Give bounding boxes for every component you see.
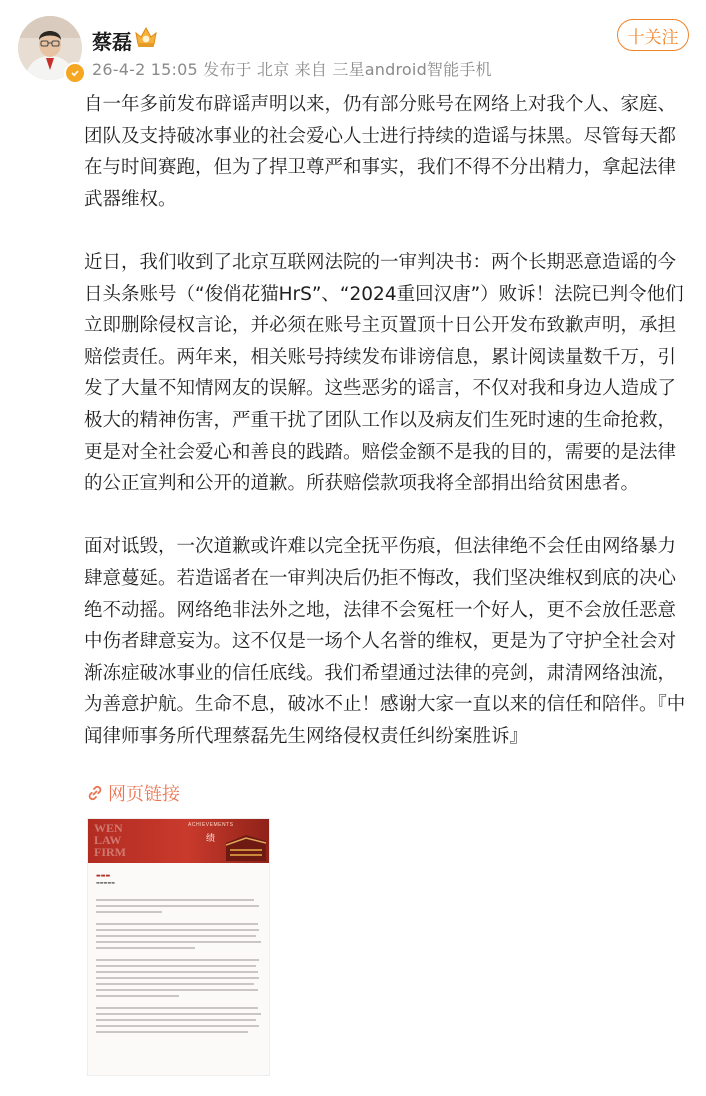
doc-heading-placeholder: ▬▬▬ [96,873,111,879]
fan-badge-icon[interactable] [133,25,159,49]
doc-text-lines [96,899,261,1037]
post-paragraph: 面对诋毁，一次道歉或许难以完全抚平伤痕，但法律绝不会任由网络暴力肆意蔓延。若造谣者在一审判决后仍拒不悔改，我们坚决维权到底的决心绝不动摇。网络绝非法外之地，法律不会冤枉一个好人，更不会放任恶意中伤者肆意妄为。这不仅是一场个人名誉的维权，更是为了守护全社会对渐冻症破冰事业的信任底线。我们希望通过法律的亮剑，肃清网络浊流，为善意护航。生命不息，破冰不止！感谢大家一直以来的信任和陪伴。『中闻律师事务所代理蔡磊先生网络侵权责任纠纷案胜诉』 [84,536,686,747]
web-link[interactable] [86,780,180,806]
link-icon [86,784,104,802]
web-link-label: 网页链接 [108,784,180,805]
post-image[interactable] [87,818,270,1076]
achievements-label: ACHIEVEMENTS [188,822,234,828]
post-paragraph: 自一年多前发布辟谣声明以来，仍有部分账号在网络上对我个人、家庭、团队及支持破冰事业的社会爱心人士进行持续的造谣与抹黑。尽管每天都在与时间赛跑，但为了捍卫尊严和事实，我们不得不分出精力，拿起法律武器维权。 [84,94,677,210]
firm-logo-text: WEN LAW FIRM [94,821,126,859]
image-banner [88,819,269,863]
verified-badge-icon [64,62,86,84]
doc-subheading-placeholder: ▬▬▬▬▬ [96,880,115,885]
username[interactable]: 蔡磊 [92,30,132,54]
follow-button[interactable]: 十关注 [617,19,689,51]
achievements-cn-label: 绩 [206,834,216,844]
post-body [84,89,690,752]
post-meta: 26-4-2 15:05 发布于 北京 来自 三星android智能手机 [92,60,492,79]
post-paragraph: 近日，我们收到了北京互联网法院的一审判决书：两个长期恶意造谣的今日头条账号（“俊俏花猫HrS”、“2024重回汉唐”）败诉！法院已判令他们立即删除侵权言论，并必须在账号主页置顶十日公开发布致歉声明，承担赔偿责任。两年来，相关账号持续发布诽谤信息，累计阅读量数千万，引发了大量不知情网友的误解。这些恶劣的谣言，不仅对我和身边人造成了极大的精神伤害，严重干扰了团队工作以及病友们生死时速的生命抢救，更是对全社会爱心和善良的践踏。赔偿金额不是我的目的，需要的是法律的公正宣判和公开的道歉。所获赔偿款项我将全部捐出给贫困患者。 [84,251,684,495]
roof-graphic-icon [226,833,266,861]
